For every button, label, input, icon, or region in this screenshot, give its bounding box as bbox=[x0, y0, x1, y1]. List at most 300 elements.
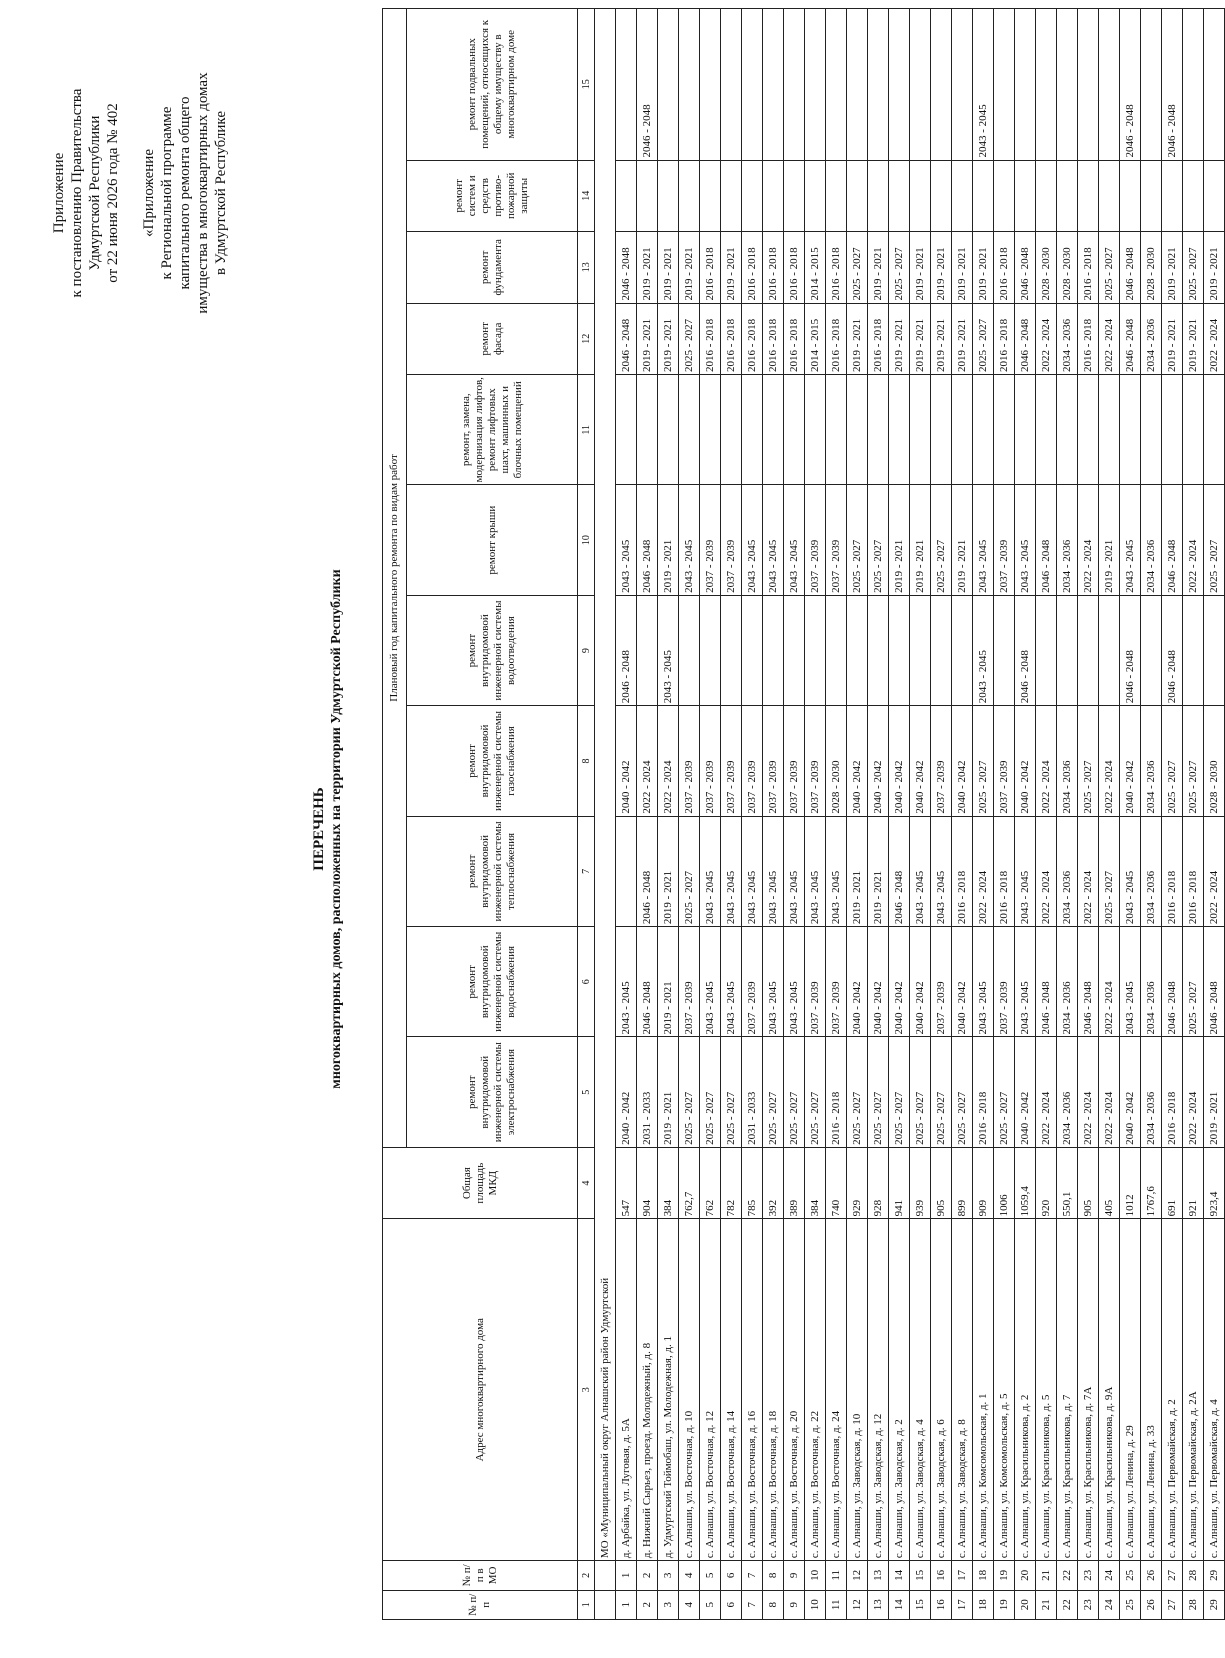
gas-cell: 2040 - 2042 bbox=[847, 706, 868, 816]
roof-cell: 2037 - 2039 bbox=[700, 485, 721, 595]
facade-cell: 2025 - 2027 bbox=[679, 303, 700, 375]
gas-cell: 2037 - 2039 bbox=[742, 706, 763, 816]
table-row bbox=[931, 9, 952, 1620]
gas-cell: 2028 - 2030 bbox=[826, 706, 847, 816]
electricity-cell: 2025 - 2027 bbox=[889, 1037, 910, 1147]
row-index: 13 bbox=[868, 1590, 889, 1619]
table-row bbox=[1057, 9, 1078, 1620]
basement-cell bbox=[868, 9, 889, 161]
roof-cell: 2043 - 2045 bbox=[784, 485, 805, 595]
row-index: 5 bbox=[700, 1590, 721, 1619]
address-cell: с. Алнаши, ул. Восточная, д. 16 bbox=[742, 1219, 763, 1561]
lifts-cell bbox=[1036, 375, 1057, 485]
heating-cell: 2025 - 2027 bbox=[679, 816, 700, 926]
address-cell: с. Алнаши, ул. Восточная, д. 20 bbox=[784, 1219, 805, 1561]
facade-cell: 2022 - 2024 bbox=[1036, 303, 1057, 375]
table-row bbox=[1036, 9, 1057, 1620]
area-cell: 939 bbox=[910, 1147, 931, 1219]
water-cell: 2040 - 2042 bbox=[889, 927, 910, 1037]
sewage-cell bbox=[952, 595, 973, 705]
heating-cell: 2034 - 2036 bbox=[1141, 816, 1162, 926]
basement-cell: 2046 - 2048 bbox=[637, 9, 658, 161]
electricity-cell: 2034 - 2036 bbox=[1057, 1037, 1078, 1147]
gas-cell: 2028 - 2030 bbox=[1204, 706, 1225, 816]
basement-cell: 2046 - 2048 bbox=[1162, 9, 1183, 161]
basement-cell bbox=[1183, 9, 1204, 161]
area-cell: 392 bbox=[763, 1147, 784, 1219]
table-row bbox=[1162, 9, 1183, 1620]
electricity-cell: 2019 - 2021 bbox=[658, 1037, 679, 1147]
electricity-cell: 2025 - 2027 bbox=[868, 1037, 889, 1147]
facade-cell: 2019 - 2021 bbox=[889, 303, 910, 375]
facade-cell: 2016 - 2018 bbox=[868, 303, 889, 375]
row-mo-index: 24 bbox=[1099, 1561, 1120, 1590]
program-line: в Удмуртской Республике bbox=[213, 111, 229, 275]
row-index: 10 bbox=[805, 1590, 826, 1619]
municipality-row bbox=[595, 9, 616, 1620]
electricity-cell: 2040 - 2042 bbox=[616, 1037, 637, 1147]
heating-cell: 2043 - 2045 bbox=[1120, 816, 1141, 926]
facade-cell: 2019 - 2021 bbox=[952, 303, 973, 375]
area-cell: 905 bbox=[1078, 1147, 1099, 1219]
sewage-cell bbox=[868, 595, 889, 705]
roof-cell: 2019 - 2021 bbox=[952, 485, 973, 595]
sewage-cell bbox=[742, 595, 763, 705]
fire-cell bbox=[952, 160, 973, 232]
gas-cell: 2037 - 2039 bbox=[784, 706, 805, 816]
heating-cell: 2043 - 2045 bbox=[826, 816, 847, 926]
lifts-cell bbox=[1015, 375, 1036, 485]
sewage-cell: 2046 - 2048 bbox=[1015, 595, 1036, 705]
column-number: 4 bbox=[578, 1147, 595, 1219]
row-mo-index: 9 bbox=[784, 1561, 805, 1590]
water-cell: 2043 - 2045 bbox=[721, 927, 742, 1037]
electricity-cell: 2025 - 2027 bbox=[805, 1037, 826, 1147]
address-cell: д. Арбайка, ул. Луговая, д. 5А bbox=[616, 1219, 637, 1561]
table-row bbox=[1141, 9, 1162, 1620]
area-cell: 1059,4 bbox=[1015, 1147, 1036, 1219]
sewage-cell bbox=[847, 595, 868, 705]
gas-cell: 2025 - 2027 bbox=[1078, 706, 1099, 816]
roof-cell: 2043 - 2045 bbox=[1120, 485, 1141, 595]
fire-cell bbox=[931, 160, 952, 232]
row-mo-index: 15 bbox=[910, 1561, 931, 1590]
fire-cell bbox=[805, 160, 826, 232]
gas-cell: 2025 - 2027 bbox=[1183, 706, 1204, 816]
table-row bbox=[1015, 9, 1036, 1620]
electricity-cell: 2025 - 2027 bbox=[952, 1037, 973, 1147]
address-cell: с. Алнаши, ул. Заводская, д. 8 bbox=[952, 1219, 973, 1561]
row-index: 3 bbox=[658, 1590, 679, 1619]
row-mo-index: 14 bbox=[889, 1561, 910, 1590]
column-number: 7 bbox=[578, 816, 595, 926]
row-mo-index: 12 bbox=[847, 1561, 868, 1590]
basement-cell: 2046 - 2048 bbox=[1120, 9, 1141, 161]
row-index: 6 bbox=[721, 1590, 742, 1619]
water-cell: 2040 - 2042 bbox=[847, 927, 868, 1037]
sewage-cell bbox=[994, 595, 1015, 705]
heating-cell: 2043 - 2045 bbox=[700, 816, 721, 926]
facade-cell: 2016 - 2018 bbox=[763, 303, 784, 375]
sewage-cell bbox=[1078, 595, 1099, 705]
document-title: ПЕРЕЧЕНЬ bbox=[311, 787, 327, 871]
sewage-cell bbox=[910, 595, 931, 705]
col-header-foundation: ремонт фундамента bbox=[407, 232, 578, 304]
electricity-cell: 2040 - 2042 bbox=[1120, 1037, 1141, 1147]
area-cell: 785 bbox=[742, 1147, 763, 1219]
row-index: 22 bbox=[1057, 1590, 1078, 1619]
gas-cell: 2022 - 2024 bbox=[637, 706, 658, 816]
row-mo-index: 3 bbox=[658, 1561, 679, 1590]
water-cell: 2046 - 2048 bbox=[1162, 927, 1183, 1037]
heating-cell: 2046 - 2048 bbox=[889, 816, 910, 926]
facade-cell: 2019 - 2021 bbox=[931, 303, 952, 375]
heating-cell: 2043 - 2045 bbox=[805, 816, 826, 926]
roof-cell: 2043 - 2045 bbox=[679, 485, 700, 595]
row-index: 27 bbox=[1162, 1590, 1183, 1619]
sewage-cell bbox=[763, 595, 784, 705]
table-row bbox=[763, 9, 784, 1620]
foundation-cell: 2019 - 2021 bbox=[1162, 232, 1183, 304]
lifts-cell bbox=[1057, 375, 1078, 485]
roof-cell: 2019 - 2021 bbox=[1099, 485, 1120, 595]
facade-cell: 2019 - 2021 bbox=[847, 303, 868, 375]
address-cell: с. Алнаши, ул. Заводская, д. 12 bbox=[868, 1219, 889, 1561]
roof-cell: 2037 - 2039 bbox=[826, 485, 847, 595]
address-cell: с. Алнаши, ул. Комсомольская, д. 5 bbox=[994, 1219, 1015, 1561]
basement-cell bbox=[763, 9, 784, 161]
area-cell: 928 bbox=[868, 1147, 889, 1219]
foundation-cell: 2025 - 2027 bbox=[889, 232, 910, 304]
col-header-sewage: ремонт внутридомовой инженерной системы водоотведения bbox=[407, 595, 578, 705]
heating-cell bbox=[616, 816, 637, 926]
appendix-line: от 22 июня 2026 года № 402 bbox=[105, 103, 121, 283]
table-row bbox=[784, 9, 805, 1620]
electricity-cell: 2031 - 2033 bbox=[637, 1037, 658, 1147]
fire-cell bbox=[679, 160, 700, 232]
row-mo-index: 1 bbox=[616, 1561, 637, 1590]
gas-cell: 2025 - 2027 bbox=[973, 706, 994, 816]
program-line: капитального ремонта общего bbox=[177, 96, 193, 290]
fire-cell bbox=[994, 160, 1015, 232]
row-index: 21 bbox=[1036, 1590, 1057, 1619]
gas-cell: 2040 - 2042 bbox=[616, 706, 637, 816]
row-mo-index: 5 bbox=[700, 1561, 721, 1590]
fire-cell bbox=[721, 160, 742, 232]
basement-cell bbox=[952, 9, 973, 161]
col-header-heating: ремонт внутридомовой инженерной системы теплоснабжения bbox=[407, 816, 578, 926]
water-cell: 2019 - 2021 bbox=[658, 927, 679, 1037]
table-row bbox=[952, 9, 973, 1620]
fire-cell bbox=[910, 160, 931, 232]
lifts-cell bbox=[973, 375, 994, 485]
row-index: 18 bbox=[973, 1590, 994, 1619]
lifts-cell bbox=[700, 375, 721, 485]
roof-cell: 2043 - 2045 bbox=[742, 485, 763, 595]
gas-cell: 2040 - 2042 bbox=[1120, 706, 1141, 816]
heating-cell: 2043 - 2045 bbox=[721, 816, 742, 926]
basement-cell bbox=[1078, 9, 1099, 161]
sewage-cell bbox=[700, 595, 721, 705]
lifts-cell bbox=[889, 375, 910, 485]
foundation-cell: 2016 - 2018 bbox=[1078, 232, 1099, 304]
electricity-cell: 2025 - 2027 bbox=[721, 1037, 742, 1147]
area-cell: 905 bbox=[931, 1147, 952, 1219]
water-cell: 2037 - 2039 bbox=[994, 927, 1015, 1037]
address-cell: с. Алнаши, ул. Первомайская, д. 2 bbox=[1162, 1219, 1183, 1561]
foundation-cell: 2025 - 2027 bbox=[1099, 232, 1120, 304]
row-index: 11 bbox=[826, 1590, 847, 1619]
row-index: 1 bbox=[616, 1590, 637, 1619]
gas-cell: 2037 - 2039 bbox=[994, 706, 1015, 816]
roof-cell: 2019 - 2021 bbox=[910, 485, 931, 595]
address-cell: с. Алнаши, ул. Восточная, д. 22 bbox=[805, 1219, 826, 1561]
address-cell: с. Алнаши, ул. Ленина, д. 33 bbox=[1141, 1219, 1162, 1561]
sewage-cell bbox=[1183, 595, 1204, 705]
title-block bbox=[310, 0, 346, 1658]
document-header bbox=[50, 28, 230, 358]
sewage-cell bbox=[679, 595, 700, 705]
lifts-cell bbox=[1183, 375, 1204, 485]
table-row bbox=[721, 9, 742, 1620]
col-header-lifts: ремонт, замена, модернизация лифтов, ремонт лифтовых шахт, машинных и блочных помещений bbox=[407, 375, 578, 485]
facade-cell: 2046 - 2048 bbox=[616, 303, 637, 375]
gas-cell: 2022 - 2024 bbox=[658, 706, 679, 816]
area-cell: 762 bbox=[700, 1147, 721, 1219]
fire-cell bbox=[784, 160, 805, 232]
address-cell: с. Алнаши, ул. Заводская, д. 10 bbox=[847, 1219, 868, 1561]
row-mo-index: 13 bbox=[868, 1561, 889, 1590]
table-row bbox=[1183, 9, 1204, 1620]
gas-cell: 2040 - 2042 bbox=[952, 706, 973, 816]
sewage-cell: 2046 - 2048 bbox=[616, 595, 637, 705]
basement-cell bbox=[1015, 9, 1036, 161]
area-cell: 762,7 bbox=[679, 1147, 700, 1219]
row-index: 15 bbox=[910, 1590, 931, 1619]
foundation-cell: 2028 - 2030 bbox=[1141, 232, 1162, 304]
area-cell: 384 bbox=[658, 1147, 679, 1219]
foundation-cell: 2019 - 2021 bbox=[721, 232, 742, 304]
facade-cell: 2046 - 2048 bbox=[1120, 303, 1141, 375]
table-row bbox=[1078, 9, 1099, 1620]
row-mo-index: 28 bbox=[1183, 1561, 1204, 1590]
lifts-cell bbox=[1204, 375, 1225, 485]
electricity-cell: 2025 - 2027 bbox=[679, 1037, 700, 1147]
column-number: 3 bbox=[578, 1219, 595, 1561]
water-cell: 2037 - 2039 bbox=[931, 927, 952, 1037]
facade-cell: 2019 - 2021 bbox=[658, 303, 679, 375]
electricity-cell: 2022 - 2024 bbox=[1036, 1037, 1057, 1147]
address-cell: с. Алнаши, ул. Красильникова, д. 7А bbox=[1078, 1219, 1099, 1561]
sewage-cell bbox=[784, 595, 805, 705]
roof-cell: 2025 - 2027 bbox=[868, 485, 889, 595]
lifts-cell bbox=[721, 375, 742, 485]
water-cell: 2043 - 2045 bbox=[1120, 927, 1141, 1037]
fire-cell bbox=[1036, 160, 1057, 232]
row-mo-index: 11 bbox=[826, 1561, 847, 1590]
water-cell: 2043 - 2045 bbox=[700, 927, 721, 1037]
address-cell: д. Удмуртский Тоймобаш, ул. Молодежная, д. 1 bbox=[658, 1219, 679, 1561]
row-mo-index: 10 bbox=[805, 1561, 826, 1590]
program-line: к Региональной программе bbox=[159, 106, 175, 280]
heating-cell: 2019 - 2021 bbox=[847, 816, 868, 926]
gas-cell: 2040 - 2042 bbox=[889, 706, 910, 816]
basement-cell bbox=[1204, 9, 1225, 161]
lifts-cell bbox=[658, 375, 679, 485]
water-cell: 2043 - 2045 bbox=[784, 927, 805, 1037]
foundation-cell: 2016 - 2018 bbox=[763, 232, 784, 304]
gas-cell: 2034 - 2036 bbox=[1141, 706, 1162, 816]
basement-cell bbox=[784, 9, 805, 161]
table-row bbox=[616, 9, 637, 1620]
foundation-cell: 2019 - 2021 bbox=[1204, 232, 1225, 304]
water-cell: 2046 - 2048 bbox=[1036, 927, 1057, 1037]
table-row bbox=[973, 9, 994, 1620]
water-cell: 2037 - 2039 bbox=[742, 927, 763, 1037]
facade-cell: 2016 - 2018 bbox=[994, 303, 1015, 375]
foundation-cell: 2019 - 2021 bbox=[868, 232, 889, 304]
gas-cell: 2022 - 2024 bbox=[1036, 706, 1057, 816]
row-mo-index: 16 bbox=[931, 1561, 952, 1590]
row-mo-index: 25 bbox=[1120, 1561, 1141, 1590]
electricity-cell: 2025 - 2027 bbox=[847, 1037, 868, 1147]
fire-cell bbox=[1057, 160, 1078, 232]
row-mo-index: 6 bbox=[721, 1561, 742, 1590]
address-cell: с. Алнаши, ул. Красильникова, д. 5 bbox=[1036, 1219, 1057, 1561]
row-index: 26 bbox=[1141, 1590, 1162, 1619]
foundation-cell: 2019 - 2021 bbox=[679, 232, 700, 304]
sewage-cell bbox=[1099, 595, 1120, 705]
electricity-cell: 2016 - 2018 bbox=[1162, 1037, 1183, 1147]
electricity-cell: 2025 - 2027 bbox=[763, 1037, 784, 1147]
electricity-cell: 2022 - 2024 bbox=[1078, 1037, 1099, 1147]
row-mo-index: 18 bbox=[973, 1561, 994, 1590]
heating-cell: 2043 - 2045 bbox=[784, 816, 805, 926]
heating-cell: 2034 - 2036 bbox=[1057, 816, 1078, 926]
table-row bbox=[889, 9, 910, 1620]
area-cell: 547 bbox=[616, 1147, 637, 1219]
table-row bbox=[700, 9, 721, 1620]
fire-cell bbox=[1015, 160, 1036, 232]
electricity-cell: 2025 - 2027 bbox=[784, 1037, 805, 1147]
lifts-cell bbox=[847, 375, 868, 485]
row-index: 19 bbox=[994, 1590, 1015, 1619]
foundation-cell: 2016 - 2018 bbox=[994, 232, 1015, 304]
address-cell: с. Алнаши, ул. Заводская, д. 6 bbox=[931, 1219, 952, 1561]
gas-cell: 2037 - 2039 bbox=[721, 706, 742, 816]
heating-cell: 2016 - 2018 bbox=[952, 816, 973, 926]
electricity-cell: 2034 - 2036 bbox=[1141, 1037, 1162, 1147]
basement-cell bbox=[700, 9, 721, 161]
basement-cell: 2043 - 2045 bbox=[973, 9, 994, 161]
gas-cell: 2037 - 2039 bbox=[763, 706, 784, 816]
electricity-cell: 2016 - 2018 bbox=[826, 1037, 847, 1147]
gas-cell: 2034 - 2036 bbox=[1057, 706, 1078, 816]
area-cell: 941 bbox=[889, 1147, 910, 1219]
row-index: 24 bbox=[1099, 1590, 1120, 1619]
lifts-cell bbox=[1120, 375, 1141, 485]
row-mo-index: 29 bbox=[1204, 1561, 1225, 1590]
foundation-cell: 2025 - 2027 bbox=[847, 232, 868, 304]
facade-cell: 2016 - 2018 bbox=[721, 303, 742, 375]
area-cell: 1006 bbox=[994, 1147, 1015, 1219]
sewage-cell bbox=[1057, 595, 1078, 705]
fire-cell bbox=[1099, 160, 1120, 232]
gas-cell: 2037 - 2039 bbox=[679, 706, 700, 816]
water-cell: 2046 - 2048 bbox=[1204, 927, 1225, 1037]
col-header-facade: ремонт фасада bbox=[407, 303, 578, 375]
address-cell: с. Алнаши, ул. Восточная, д. 14 bbox=[721, 1219, 742, 1561]
roof-cell: 2025 - 2027 bbox=[931, 485, 952, 595]
facade-cell: 2022 - 2024 bbox=[1204, 303, 1225, 375]
table-row bbox=[826, 9, 847, 1620]
program-line: «Приложение bbox=[141, 149, 157, 238]
column-number: 5 bbox=[578, 1037, 595, 1147]
roof-cell: 2025 - 2027 bbox=[1204, 485, 1225, 595]
sewage-cell bbox=[889, 595, 910, 705]
gas-cell: 2040 - 2042 bbox=[910, 706, 931, 816]
col-header-index: № п/п bbox=[383, 1590, 578, 1619]
sewage-cell bbox=[805, 595, 826, 705]
lifts-cell bbox=[784, 375, 805, 485]
foundation-cell: 2019 - 2021 bbox=[637, 232, 658, 304]
roof-cell: 2037 - 2039 bbox=[805, 485, 826, 595]
basement-cell bbox=[721, 9, 742, 161]
area-cell: 1767,6 bbox=[1141, 1147, 1162, 1219]
col-header-water: ремонт внутридомовой инженерной системы водоснабжения bbox=[407, 927, 578, 1037]
lifts-cell bbox=[868, 375, 889, 485]
area-cell: 920 bbox=[1036, 1147, 1057, 1219]
address-cell: с. Алнаши, ул. Восточная, д. 12 bbox=[700, 1219, 721, 1561]
electricity-cell: 2025 - 2027 bbox=[910, 1037, 931, 1147]
area-cell: 929 bbox=[847, 1147, 868, 1219]
address-cell: д. Нижний Сырьез, проезд. Молодежный, д. 8 bbox=[637, 1219, 658, 1561]
column-numbers-row bbox=[578, 9, 595, 1620]
basement-cell bbox=[1099, 9, 1120, 161]
electricity-cell: 2025 - 2027 bbox=[700, 1037, 721, 1147]
sewage-cell bbox=[721, 595, 742, 705]
basement-cell bbox=[616, 9, 637, 161]
roof-cell: 2037 - 2039 bbox=[721, 485, 742, 595]
sewage-cell bbox=[1036, 595, 1057, 705]
heating-cell: 2016 - 2018 bbox=[1162, 816, 1183, 926]
facade-cell: 2019 - 2021 bbox=[637, 303, 658, 375]
row-index: 2 bbox=[637, 1590, 658, 1619]
address-cell: с. Алнаши, ул. Восточная, д. 24 bbox=[826, 1219, 847, 1561]
column-number: 13 bbox=[578, 232, 595, 304]
water-cell: 2040 - 2042 bbox=[910, 927, 931, 1037]
buildings-table bbox=[382, 8, 1225, 1620]
address-cell: с. Алнаши, ул. Заводская, д. 2 bbox=[889, 1219, 910, 1561]
table-row bbox=[637, 9, 658, 1620]
column-number: 14 bbox=[578, 160, 595, 232]
foundation-cell: 2019 - 2021 bbox=[910, 232, 931, 304]
facade-cell: 2034 - 2036 bbox=[1141, 303, 1162, 375]
electricity-cell: 2022 - 2024 bbox=[1183, 1037, 1204, 1147]
heating-cell: 2043 - 2045 bbox=[910, 816, 931, 926]
roof-cell: 2019 - 2021 bbox=[658, 485, 679, 595]
area-cell: 740 bbox=[826, 1147, 847, 1219]
roof-cell: 2022 - 2024 bbox=[1078, 485, 1099, 595]
area-cell: 405 bbox=[1099, 1147, 1120, 1219]
address-cell: с. Алнаши, ул. Красильникова, д. 2 bbox=[1015, 1219, 1036, 1561]
heating-cell: 2022 - 2024 bbox=[1036, 816, 1057, 926]
heating-cell: 2022 - 2024 bbox=[1204, 816, 1225, 926]
column-number: 11 bbox=[578, 375, 595, 485]
water-cell: 2037 - 2039 bbox=[679, 927, 700, 1037]
fire-cell bbox=[1120, 160, 1141, 232]
col-header-address: Адрес многоквартирного дома bbox=[383, 1219, 578, 1561]
